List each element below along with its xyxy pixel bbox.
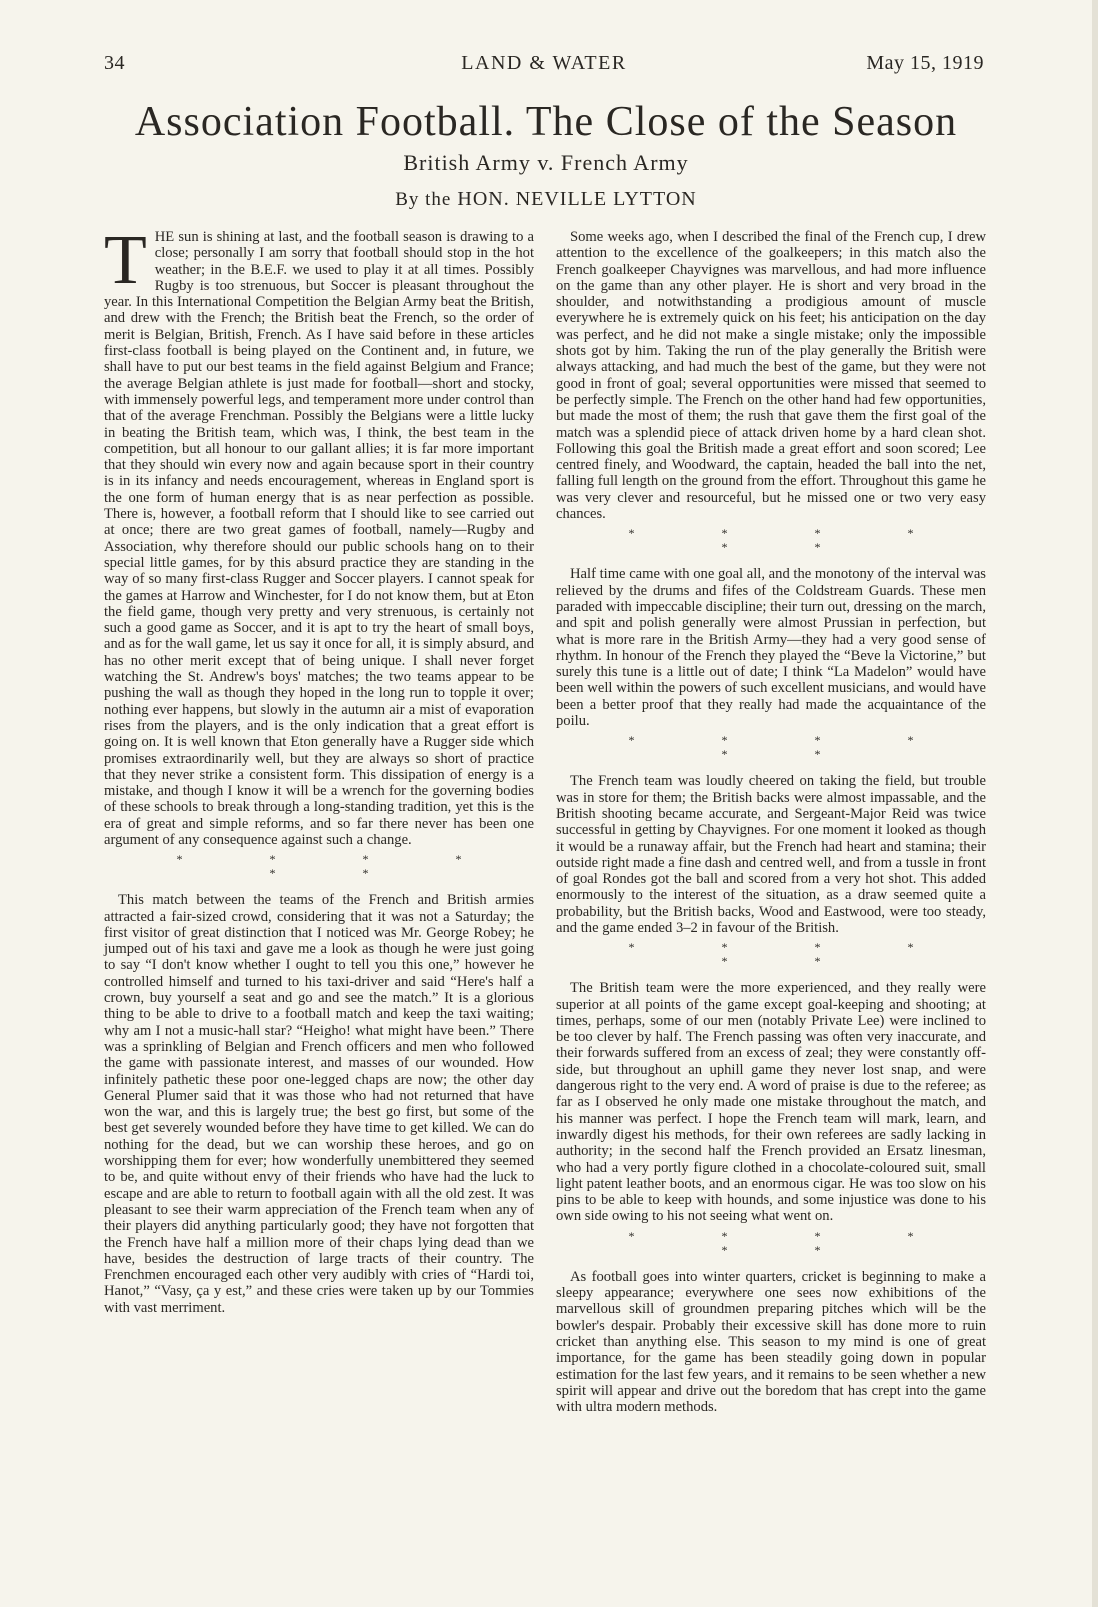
page-header (104, 52, 984, 82)
section-separator: * * * * * * (628, 1228, 956, 1257)
article-subtitle: British Army v. French Army (403, 150, 689, 175)
byline-prefix: By the (395, 189, 452, 210)
column-left (104, 222, 534, 1316)
page-number: 34 (104, 52, 125, 74)
paragraph (104, 222, 534, 848)
paragraph-text: HE sun is shining at last, and the football season is drawing to a close; personally I am sorry that football should stop in the hot weather; in the B.E.F. we used to play it at all times. Possibly Rugby is too strenuous, but Soccer is pleasant throughout the year. In this International Competition the Belgian Army beat the British, and drew with the French; the British beat the French, so the order of merit is Belgian, British, French. As I have said before in these articles first-class football is being played on the Continent and, in future, we shall have to put our best teams in the field against Belgium and France; the average Belgian athlete is just made for football—short and stocky, with immensely powerful legs, and temperament more under control than that of the average Frenchman. Possibly the Belgians were a little lucky in beating the British team, which was, I think, the best team in the competition, but all honour to our gallant allies; it is far more important that they should win every now and again because sport in their country is in its infancy and needs encouragement, whereas in England sport is the one form of human energy that is as near perfection as possible. There is, however, a football reform that I should like to see carried out at once; there are two great games of football, namely—Rugby and Association, why therefore should our public schools hang on to their special little games, for by this absurd practice they are standing in the way of so many first-class Rugger and Soccer players. I cannot speak for the games at Harrow and Winchester, for I do not know them, but at Eton the field game, though very pretty and very strenuous, is certainly not such a good game as Soccer, and it is apt to try the heart of small boys, and as for the wall game, let us say it once for all, it is simply absurd, and has no other merit except that of being unique. I shall never forget watching the St. Andrew's boys' matches; the two teams appear to be pushing the wall as though they hoped in the long run to topple it over; nothing ever happens, but slowly in the autumn air a mist of evaporation rises from the players, and is the only indication that a great effort is going on. It is well known that Eton generally have a Rugger side which promises extraordinarily well, but they are always so short of practice that they never strike a consistent form. This dissipation of energy is a mistake, and though I know it will be a wrench for the governing bodies of these schools to break through a long-standing tradition, yet this is the era of great and simple reforms, and so far there never has been one argument of any consequence against such a change. (104, 229, 534, 848)
paragraph: Some weeks ago, when I described the final of the French cup, I drew attention to the excellence of the goalkeepers; in this match also the French goalkeeper Chayvignes was marvellous, and had more influence on the game than any other player. He is short and very broad in the shoulder, and notwithstanding a prodigious amount of muscle everywhere he is extremely quick on his feet; his anticipation on the day was perfect, and he did not make a single mistake; only the impossible shots got by him. Taking the run of the play generally the British were always attacking, and had much the best of the game, but they were not good in front of goal; several opportunities were missed that seemed to be perfectly simple. The French on the other hand had few opportunities, but made the most of them; the rush that gave them the first goal of the match was a splendid piece of attack driven home by a hard clean shot. Following this goal the British made a great effort and soon scored; Lee centred finely, and Woodward, the captain, headed the ball into the net, falling full length on the ground from the effort. Throughout this game he was very clever and resourceful, but he missed one or two very easy chances. (556, 229, 986, 523)
paragraph: Half time came with one goal all, and the monotony of the interval was relieved by the drums and fifes of the Coldstream Guards. These men paraded with impeccable discipline; their turn out, dressing on the march, and spit and polish generally were almost Prussian in perfection, but what is more rare in the British Army—they had a very good sense of rhythm. In honour of the French they played the “Beve la Victorine,” but surely this tune is a little out of date; I think “La Madelon” would have been well within the powers of such excellent musicians, and would have been a better proof that they really had made the acquaintance of the poilu. (556, 566, 986, 730)
paragraph: The French team was loudly cheered on taking the field, but trouble was in store for them; the British backs were almost impassable, and the British shooting became accurate, and Sergeant-Major Reid was twice successful in getting by Chayvignes. For one moment it looked as though it would be a runaway affair, but the French had heart and stamina; their outside right made a fine dash and centred well, and from a tussle in front of goal Rondes got the ball and scored from a very hot shot. This added enormously to the interest of the situation, as a draw seemed quite a probability, but the British backs, Wood and Eastwood, were too steady, and the game ended 3–2 in favour of the British. (556, 773, 986, 936)
article-title: Association Football. The Close of the Season (134, 99, 958, 145)
author-name: HON. NEVILLE LYTTON (457, 188, 697, 210)
masthead: LAND & WATER (461, 52, 627, 74)
drop-cap: T (104, 222, 147, 299)
issue-date: May 15, 1919 (866, 52, 984, 74)
byline (96, 188, 996, 211)
paragraph: This match between the teams of the French and British armies attracted a fair-sized crowd, considering that it was not a Saturday; the first visitor of great distinction that I noticed was Mr. George Robey; he jumped out of his taxi and gave me a look as though he were just going to say “I don't know whether I ought to tell you this one,” however he controlled himself and turned to his taxi-driver and said “Here's half a crown, buy yourself a seat and go and see the match.” It is a glorious thing to be able to drive to a football match and keep the taxi waiting; why am I not a music-hall star? “Heigho! what might have been.” There was a sprinkling of Belgian and French officers and men who followed the game with passionate interest, and masses of our wounded. How infinitely pathetic these poor one-legged chaps are now; the other day General Plumer said that it was those who had not returned that have won the war, and this is largely true; the best go first, but some of the best get severely wounded before they have time to get killed. We can do nothing for the dead, but we can worship these heroes, and go on worshipping them for ever; how wonderfully unembittered they seemed to be, and quite without envy of their friends who have had the luck to escape and are able to return to football again with all the old zest. It was pleasant to see their warm appreciation of the French team when any of their players did anything particularly good; they have not forgotten that the French have half a million more of their chaps lying dead than we have, besides the destruction of large tracts of their country. The Frenchmen encouraged each other very audibly with cries of “Hardi toi, Hanot,” “Vasy, ça y est,” and these cries were taken up by our Tommies with vast merriment. (104, 892, 534, 1316)
section-separator: * * * * * * (628, 940, 956, 969)
paragraph: As football goes into winter quarters, cricket is beginning to make a sleepy appearance; everywhere one sees now exhibitions of the marvellous skill of groundmen preparing pitches which will be the bowler's despair. Probably their excessive skill has done more to ruin cricket than anything else. This season to my mind is one of great importance, for the game has been steadily going down in popular estimation for the last few years, and it remains to be seen whether a new spirit will appear and drive out the boredom that has crept into the game with ultra modern methods. (556, 1268, 986, 1416)
section-separator: * * * * * * (628, 733, 956, 762)
column-right (556, 229, 986, 1415)
section-separator: * * * * * * (628, 526, 956, 555)
section-separator: * * * * * * (176, 852, 504, 881)
paragraph: The British team were the more experienced, and they really were superior at all points of the game except goal-keeping and shooting; at times, perhaps, some of our men (notably Private Lee) were inclined to be too clever by half. The French passing was often very inaccurate, and their forwards suffered from an excess of zeal; they were constantly off-side, but throughout an uphill game they never lost snap, and were dangerous right to the very end. A word of praise is due to the referee; as far as I observed he only made one mistake throughout the match, and his manner was perfect. I hope the French team will mark, learn, and inwardly digest his methods, for their own referees are sadly lacking in authority; in the second half the French provided an Ersatz linesman, who had a very portly figure clothed in a chocolate-coloured suit, small light patent leather boots, and an enormous cigar. He was too slow on his pins to be able to keep with hounds, and some injustice was done to his own side owing to his not seeing what went on. (556, 980, 986, 1225)
